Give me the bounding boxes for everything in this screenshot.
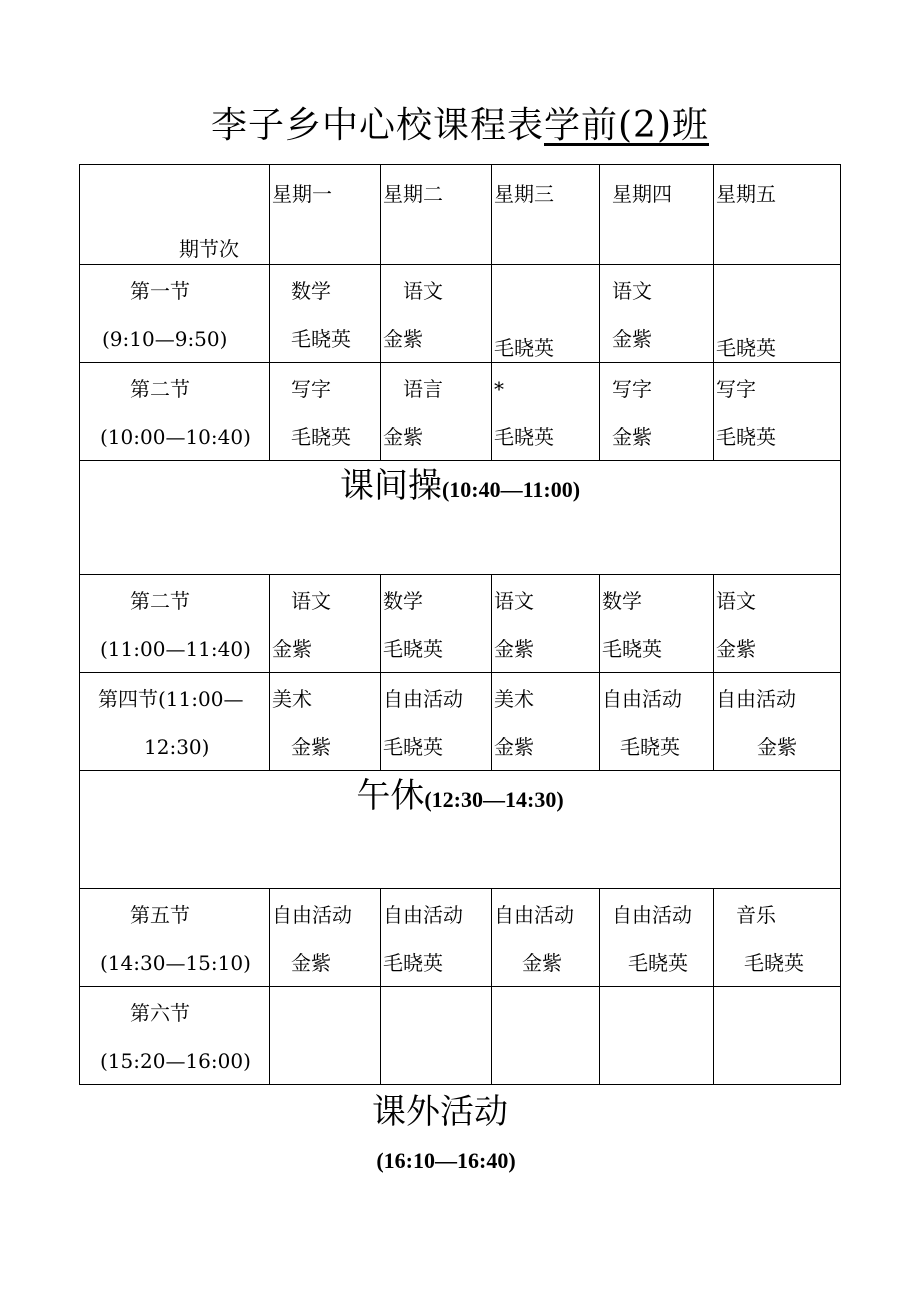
subject: 自由活动 — [612, 903, 692, 927]
lesson-cell — [714, 673, 841, 771]
table-row — [80, 673, 841, 771]
teacher: 金紫 — [291, 951, 331, 975]
break-time: (12:30—14:30) — [424, 787, 564, 812]
schedule-table — [79, 164, 841, 1085]
subject: 语文 — [612, 279, 652, 303]
teacher: 毛晓英 — [716, 425, 776, 449]
subject: 数学 — [602, 589, 642, 613]
teacher: 金紫 — [383, 327, 423, 351]
break-time: (10:40—11:00) — [441, 477, 581, 502]
break-row — [80, 771, 841, 889]
period-label: 第二节 — [130, 377, 190, 401]
lesson-cell — [600, 987, 714, 1085]
subject: 写字 — [612, 377, 652, 401]
break-label — [80, 771, 840, 819]
period-time: (9:10—9:50) — [102, 327, 228, 351]
teacher: 毛晓英 — [383, 735, 443, 759]
subject: 语文 — [291, 589, 331, 613]
subject: 写字 — [716, 377, 756, 401]
class-name: 学前(2)班 — [544, 105, 709, 146]
period-label: 第四节(11:00— — [98, 687, 244, 711]
day-header — [381, 165, 492, 265]
period-cell — [80, 889, 270, 987]
lesson-cell — [714, 363, 841, 461]
teacher: 毛晓英 — [620, 735, 680, 759]
teacher: 毛晓英 — [602, 637, 662, 661]
lesson-cell — [600, 673, 714, 771]
lesson-cell — [270, 987, 381, 1085]
lesson-cell — [492, 889, 600, 987]
lesson-cell — [270, 265, 381, 363]
table-row — [80, 575, 841, 673]
subject: 自由活动 — [494, 903, 574, 927]
period-time: (11:00—11:40) — [100, 637, 251, 661]
lesson-cell — [492, 673, 600, 771]
school-schedule-title: 李子乡中心校课程表 — [210, 105, 544, 146]
subject: * — [494, 377, 504, 401]
teacher: 金紫 — [757, 735, 797, 759]
teacher: 金紫 — [494, 637, 534, 661]
subject: 自由活动 — [602, 687, 682, 711]
lesson-cell — [270, 363, 381, 461]
lesson-cell — [492, 363, 600, 461]
lesson-cell — [381, 363, 492, 461]
teacher: 毛晓英 — [291, 327, 351, 351]
lesson-cell — [600, 575, 714, 673]
teacher: 金紫 — [272, 637, 312, 661]
lesson-cell — [381, 575, 492, 673]
break-name: 午休 — [356, 776, 425, 816]
teacher: 金紫 — [522, 951, 562, 975]
teacher: 金紫 — [612, 425, 652, 449]
subject: 数学 — [383, 589, 423, 613]
day-header — [270, 165, 381, 265]
teacher: 金紫 — [494, 735, 534, 759]
lesson-cell — [270, 889, 381, 987]
period-label: 第一节 — [130, 279, 190, 303]
lesson-cell — [492, 987, 600, 1085]
period-cell — [80, 265, 270, 363]
lesson-cell — [270, 673, 381, 771]
subject: 写字 — [291, 377, 331, 401]
after-school-label: 课外活动 — [372, 1092, 508, 1132]
day-label: 星期五 — [716, 182, 776, 206]
subject: 数学 — [291, 279, 331, 303]
lesson-cell — [270, 575, 381, 673]
subject: 自由活动 — [716, 687, 796, 711]
day-label: 星期一 — [272, 182, 332, 206]
table-row — [80, 363, 841, 461]
subject: 自由活动 — [272, 903, 352, 927]
subject: 音乐 — [736, 903, 776, 927]
lesson-cell — [600, 265, 714, 363]
table-row — [80, 889, 841, 987]
break-cell — [80, 461, 841, 575]
period-cell — [80, 363, 270, 461]
subject: 美术 — [494, 687, 534, 711]
period-label: 第六节 — [130, 1001, 190, 1025]
corner-cell — [80, 165, 270, 265]
subject: 语文 — [494, 589, 534, 613]
day-header — [600, 165, 714, 265]
period-label: 第五节 — [130, 903, 190, 927]
break-row — [80, 461, 841, 575]
teacher: 毛晓英 — [716, 336, 776, 360]
table-row — [80, 987, 841, 1085]
lesson-cell — [714, 889, 841, 987]
period-time: (10:00—10:40) — [100, 425, 251, 449]
day-label: 星期三 — [494, 182, 554, 206]
teacher: 毛晓英 — [494, 336, 554, 360]
subject: 语文 — [716, 589, 756, 613]
corner-label: 期节次 — [179, 237, 239, 261]
teacher: 金紫 — [612, 327, 652, 351]
teacher: 毛晓英 — [744, 951, 804, 975]
teacher: 毛晓英 — [383, 637, 443, 661]
period-cell — [80, 575, 270, 673]
header-row — [80, 165, 841, 265]
day-header — [714, 165, 841, 265]
table-row — [80, 265, 841, 363]
teacher: 金紫 — [291, 735, 331, 759]
teacher: 毛晓英 — [291, 425, 351, 449]
subject: 语言 — [403, 377, 443, 401]
period-label: 第二节 — [130, 589, 190, 613]
teacher: 毛晓英 — [383, 951, 443, 975]
lesson-cell — [492, 575, 600, 673]
subject: 语文 — [403, 279, 443, 303]
teacher: 毛晓英 — [628, 951, 688, 975]
period-time: 12:30) — [144, 735, 210, 759]
subject: 自由活动 — [383, 687, 463, 711]
lesson-cell — [600, 889, 714, 987]
subject: 美术 — [272, 687, 312, 711]
teacher: 毛晓英 — [494, 425, 554, 449]
lesson-cell — [381, 265, 492, 363]
teacher: 金紫 — [383, 425, 423, 449]
period-cell — [80, 673, 270, 771]
break-name: 课间操 — [339, 466, 442, 506]
subject: 自由活动 — [383, 903, 463, 927]
page-title — [0, 100, 920, 152]
break-cell — [80, 771, 841, 889]
lesson-cell — [714, 265, 841, 363]
teacher: 金紫 — [716, 637, 756, 661]
lesson-cell — [381, 987, 492, 1085]
lesson-cell — [381, 673, 492, 771]
day-label: 星期二 — [383, 182, 443, 206]
period-cell — [80, 987, 270, 1085]
lesson-cell — [714, 987, 841, 1085]
lesson-cell — [381, 889, 492, 987]
lesson-cell — [714, 575, 841, 673]
day-label: 星期四 — [612, 182, 672, 206]
period-time: (15:20—16:00) — [100, 1049, 251, 1073]
lesson-cell — [600, 363, 714, 461]
day-header — [492, 165, 600, 265]
lesson-cell — [492, 265, 600, 363]
after-school-time: (16:10—16:40) — [376, 1148, 516, 1173]
period-time: (14:30—15:10) — [100, 951, 251, 975]
break-label — [80, 461, 840, 509]
